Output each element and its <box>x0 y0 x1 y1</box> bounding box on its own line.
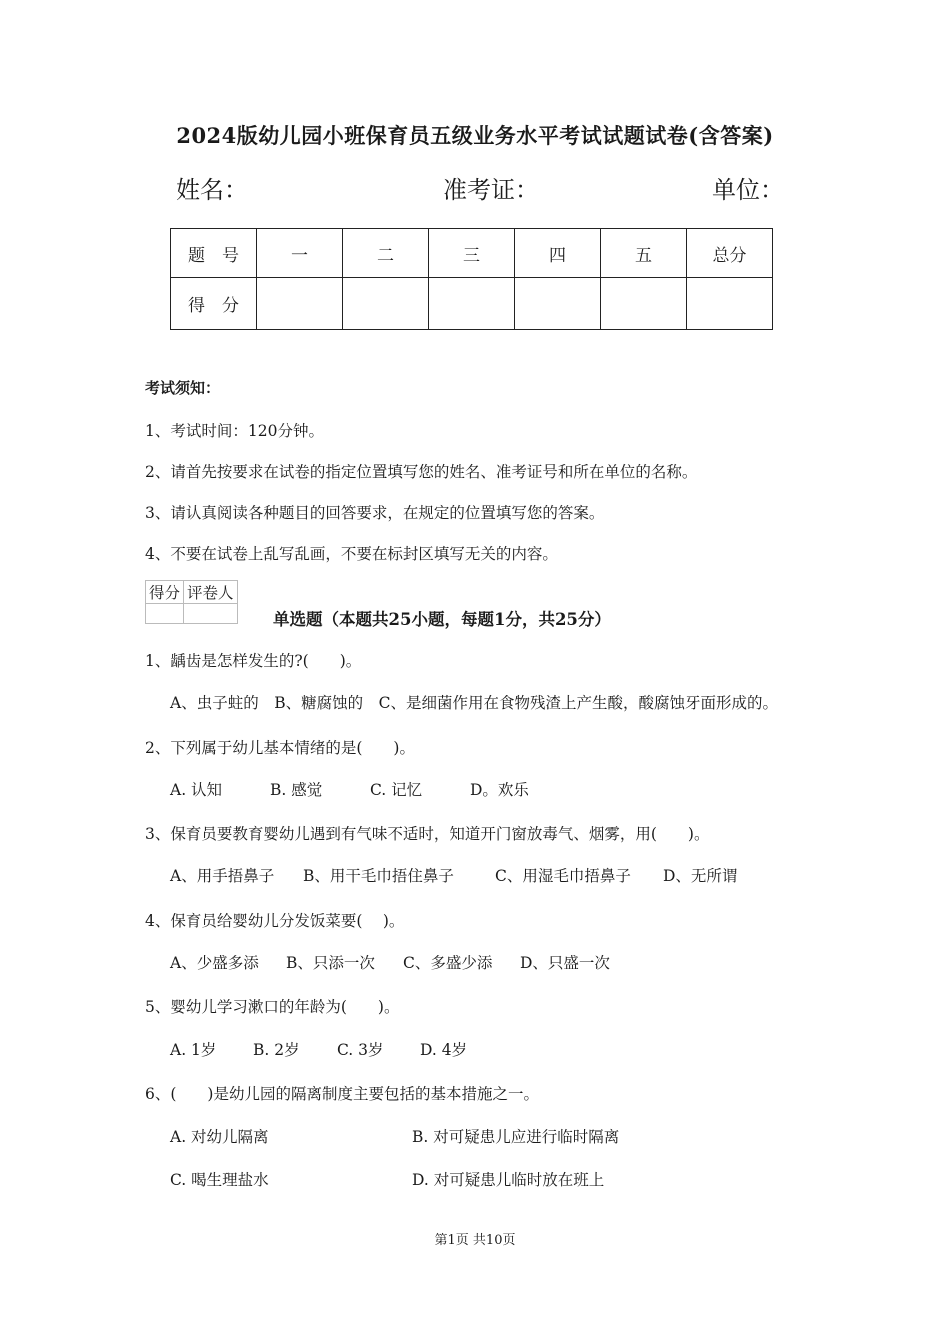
notice-item: 1、考试时间：120分钟。 <box>145 422 324 440</box>
section-title: 单选题（本题共25小题，每题1分，共25分） <box>273 610 611 629</box>
answer-option[interactable]: B、只添一次 <box>286 954 375 972</box>
answer-option[interactable]: C、用湿毛巾捂鼻子 <box>495 867 631 885</box>
grader-score-cell[interactable] <box>146 604 184 624</box>
score-header-4: 四 <box>515 229 601 278</box>
score-cell-1[interactable] <box>257 278 343 330</box>
score-table <box>170 228 773 330</box>
grader-name-label: 评卷人 <box>184 581 238 604</box>
answer-option[interactable]: D、无所谓 <box>663 867 738 885</box>
exam-id-field-label: 准考证： <box>443 176 539 204</box>
score-cell-total[interactable] <box>687 278 773 330</box>
question-text: 4、保育员给婴幼儿分发饭菜要( )。 <box>145 912 405 930</box>
score-cell-5[interactable] <box>601 278 687 330</box>
question-text: 3、保育员要教育婴幼儿遇到有气味不适时，知道开门窗放毒气、烟雾，用( )。 <box>145 825 710 843</box>
answer-option[interactable]: A. 认知 <box>170 781 223 799</box>
answer-option[interactable]: A、虫子蛀的 B、糖腐蚀的 C、是细菌作用在食物残渣上产生酸，酸腐蚀牙面形成的。 <box>170 694 778 712</box>
answer-option[interactable]: A. 1岁 <box>170 1041 217 1059</box>
score-cell-4[interactable] <box>515 278 601 330</box>
score-header-total: 总分 <box>687 229 773 278</box>
score-header-1: 一 <box>257 229 343 278</box>
answer-option[interactable]: C. 记忆 <box>370 781 423 799</box>
question-text: 1、龋齿是怎样发生的?( )。 <box>145 652 362 670</box>
name-field-label: 姓名： <box>176 176 248 204</box>
answer-option[interactable]: B. 对可疑患儿应进行临时隔离 <box>412 1128 620 1146</box>
notice-item: 3、请认真阅读各种题目的回答要求，在规定的位置填写您的答案。 <box>145 504 605 522</box>
question-text: 6、( )是幼儿园的隔离制度主要包括的基本措施之一。 <box>145 1085 539 1103</box>
answer-option[interactable]: B、用干毛巾捂住鼻子 <box>303 867 454 885</box>
answer-option[interactable]: D、只盛一次 <box>520 954 610 972</box>
unit-field-label: 单位： <box>712 176 784 204</box>
score-header-5: 五 <box>601 229 687 278</box>
answer-option[interactable]: C、多盛少添 <box>403 954 493 972</box>
answer-option[interactable]: D。欢乐 <box>470 781 529 799</box>
answer-option[interactable]: D. 对可疑患儿临时放在班上 <box>412 1171 605 1189</box>
grader-box <box>145 580 238 624</box>
answer-option[interactable]: A. 对幼儿隔离 <box>170 1128 269 1146</box>
score-header-2: 二 <box>343 229 429 278</box>
answer-option[interactable]: A、少盛多添 <box>170 954 259 972</box>
score-cell-3[interactable] <box>429 278 515 330</box>
answer-option[interactable]: C. 喝生理盐水 <box>170 1171 269 1189</box>
score-header-3: 三 <box>429 229 515 278</box>
grader-name-cell[interactable] <box>184 604 238 624</box>
answer-option[interactable]: B. 感觉 <box>270 781 323 799</box>
answer-option[interactable]: B. 2岁 <box>253 1041 300 1059</box>
answer-option[interactable]: C. 3岁 <box>337 1041 384 1059</box>
grader-score-label: 得分 <box>146 581 184 604</box>
question-text: 2、下列属于幼儿基本情绪的是( )。 <box>145 739 415 757</box>
answer-option[interactable]: A、用手捂鼻子 <box>170 867 275 885</box>
question-text: 5、婴幼儿学习漱口的年龄为( )。 <box>145 998 400 1016</box>
notice-heading: 考试须知： <box>145 379 221 397</box>
notice-item: 4、不要在试卷上乱写乱画，不要在标封区填写无关的内容。 <box>145 545 558 563</box>
score-header-label: 题 号 <box>171 229 257 278</box>
page-title: 2024版幼儿园小班保育员五级业务水平考试试题试卷(含答案) <box>176 123 774 148</box>
notice-item: 2、请首先按要求在试卷的指定位置填写您的姓名、准考证号和所在单位的名称。 <box>145 463 698 481</box>
answer-option[interactable]: D. 4岁 <box>420 1041 468 1059</box>
score-cell-2[interactable] <box>343 278 429 330</box>
score-row-label: 得 分 <box>171 278 257 330</box>
page-footer: 第1页 共10页 <box>434 1233 516 1248</box>
